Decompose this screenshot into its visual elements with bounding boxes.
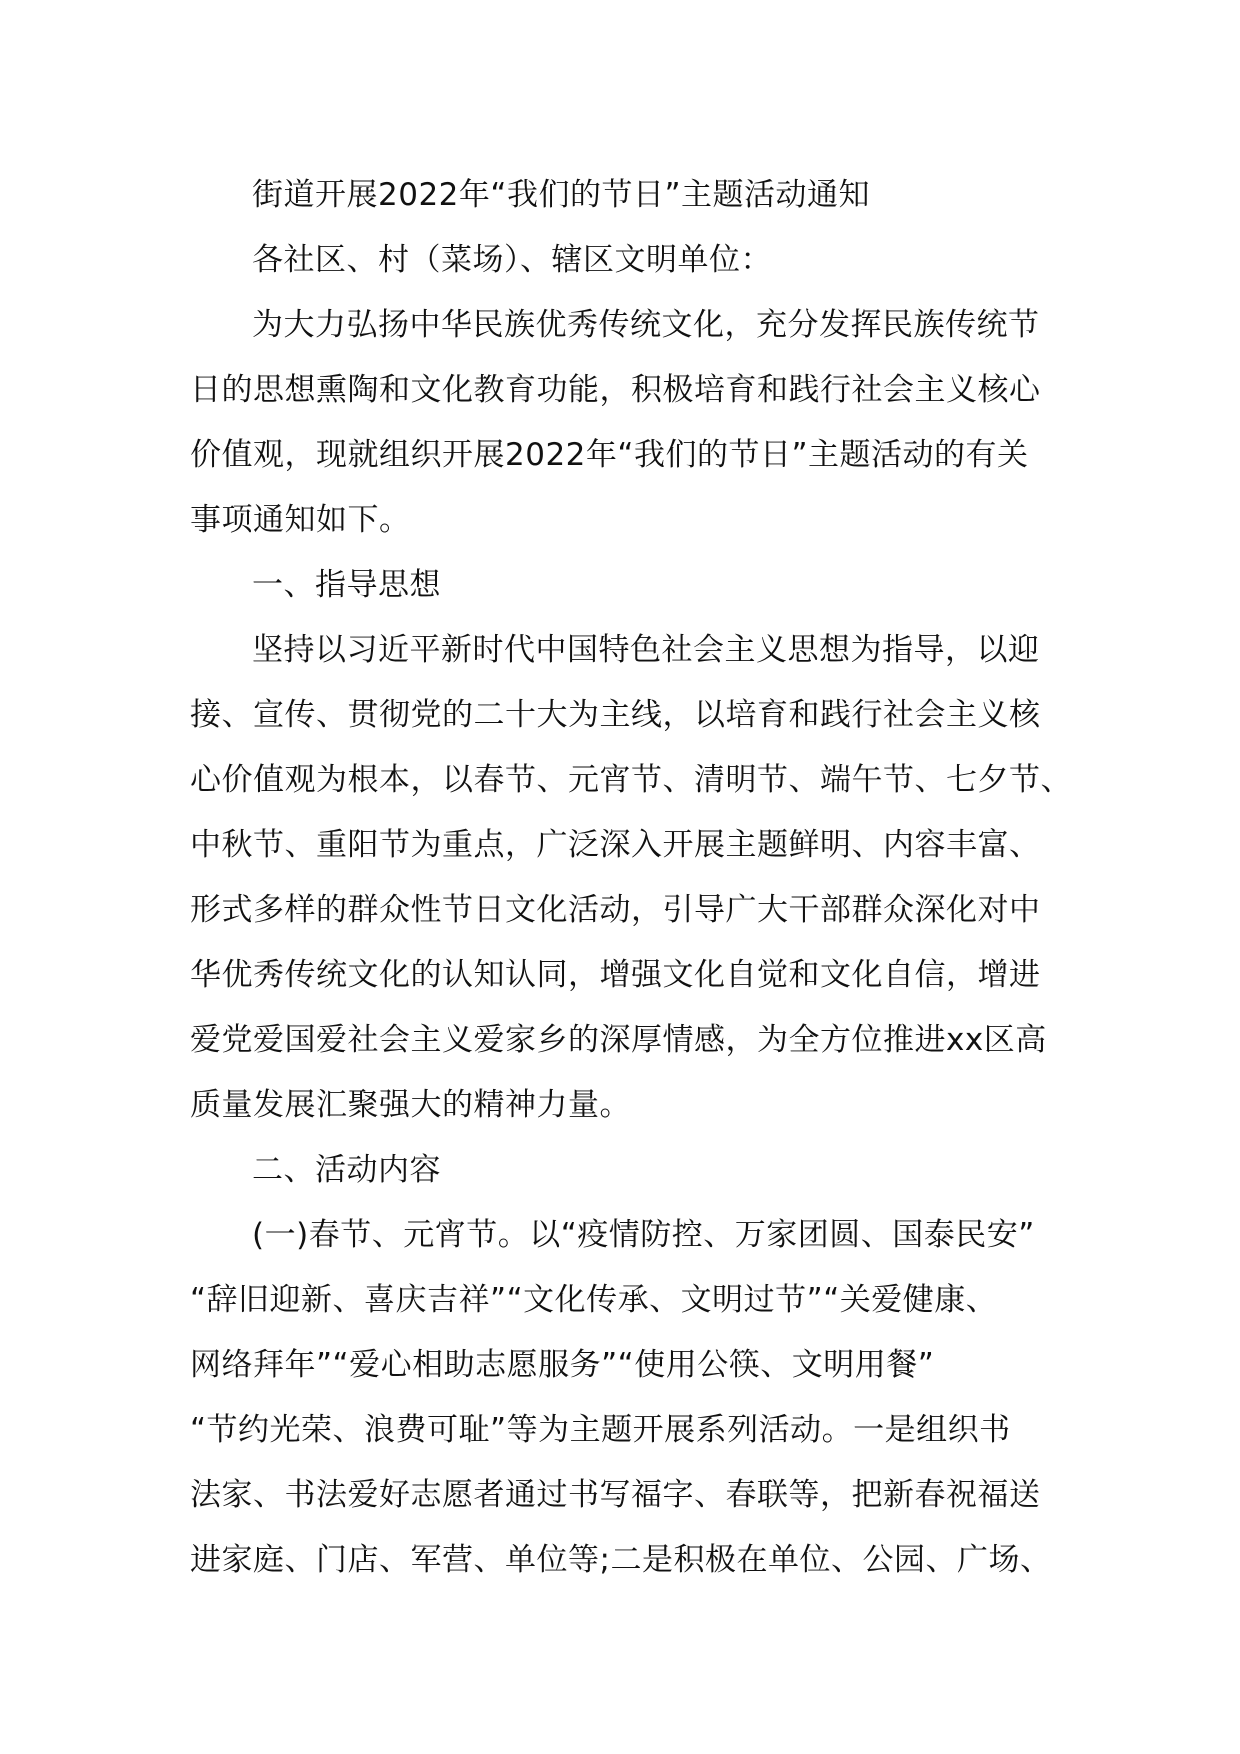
document-title: 街道开展2022年“我们的节日”主题活动通知	[252, 177, 871, 213]
body-line: 心价值观为根本，以春节、元宵节、清明节、端午节、七夕节、	[190, 762, 1072, 798]
body-line: 事项通知如下。	[190, 502, 411, 538]
body-line: “节约光荣、浪费可耻”等为主题开展系列活动。一是组织书	[190, 1412, 1011, 1448]
body-line: 爱党爱国爱社会主义爱家乡的深厚情感，为全方位推进xx区高	[190, 1022, 1047, 1058]
body-line: 价值观，现就组织开展2022年“我们的节日”主题活动的有关	[190, 437, 1029, 473]
body-line: 中秋节、重阳节为重点，广泛深入开展主题鲜明、内容丰富、	[190, 827, 1041, 863]
body-line: 坚持以习近平新时代中国特色社会主义思想为指导，以迎	[252, 632, 1040, 668]
section-heading: 二、活动内容	[252, 1152, 441, 1188]
body-line: 为大力弘扬中华民族优秀传统文化，充分发挥民族传统节	[252, 307, 1040, 343]
salutation: 各社区、村（菜场）、辖区文明单位：	[252, 242, 772, 278]
body-line: 形式多样的群众性节日文化活动，引导广大干部群众深化对中	[190, 892, 1041, 928]
body-line: 进家庭、门店、军营、单位等;二是积极在单位、公园、广场、	[190, 1542, 1052, 1578]
body-line: 网络拜年”“爱心相助志愿服务”“使用公筷、文明用餐”	[190, 1347, 935, 1383]
body-line: 华优秀传统文化的认知认同，增强文化自觉和文化自信，增进	[190, 957, 1041, 993]
body-line: 日的思想熏陶和文化教育功能，积极培育和践行社会主义核心	[190, 372, 1041, 408]
section-heading: 一、指导思想	[252, 567, 441, 603]
body-line: 接、宣传、贯彻党的二十大为主线，以培育和践行社会主义核	[190, 697, 1041, 733]
body-line: 质量发展汇聚强大的精神力量。	[190, 1087, 631, 1123]
body-line: 法家、书法爱好志愿者通过书写福字、春联等，把新春祝福送	[190, 1477, 1041, 1513]
body-line: “辞旧迎新、喜庆吉祥”“文化传承、文明过节”“关爱健康、	[190, 1282, 998, 1318]
body-line: (一)春节、元宵节。以“疫情防控、万家团圆、国泰民安”	[252, 1217, 1035, 1253]
